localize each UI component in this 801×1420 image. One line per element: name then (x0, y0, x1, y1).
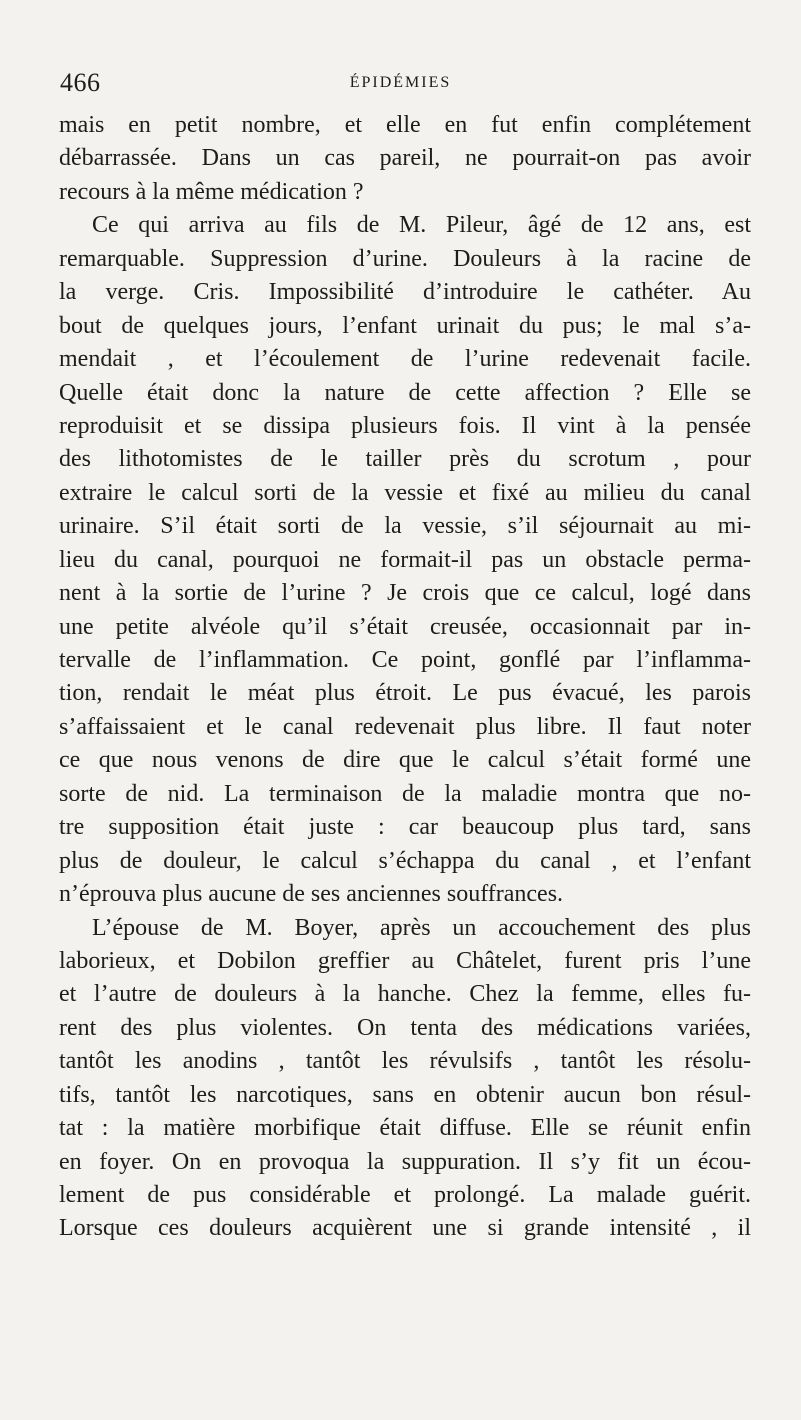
text-line: mais en petit nombre, et elle en fut enfin complétement (59, 112, 751, 138)
text-line: la verge. Cris. Impossibilité d’introduire le cathéter. Au (59, 279, 751, 306)
text-line: Ce qui arriva au fils de M. Pileur, âgé de 12 ans, est (92, 212, 751, 239)
text-line: rent des plus violentes. On tenta des médications variées, (59, 1014, 751, 1041)
text-line: remarquable. Suppression d’urine. Douleurs à la racine de (59, 245, 751, 272)
text-line: tantôt les anodins , tantôt les révulsifs , tantôt les résolu- (59, 1048, 751, 1075)
text-line: extraire le calcul sorti de la vessie et fixé au milieu du canal (59, 479, 751, 506)
text-line: plus de douleur, le calcul s’échappa du canal , et l’enfant (59, 847, 751, 874)
text-line: nent à la sortie de l’urine ? Je crois que ce calcul, logé dans (59, 580, 751, 607)
text-line: Quelle était donc la nature de cette affection ? Elle se (59, 379, 751, 406)
page-number: 466 (60, 68, 101, 97)
text-line: mendait , et l’écoulement de l’urine redevenait facile. (59, 346, 751, 373)
text-line: Lorsque ces douleurs acquièrent une si grande intensité , il (59, 1215, 751, 1242)
text-line: une petite alvéole qu’il s’était creusée, occasionnait par in- (59, 613, 751, 640)
text-line: L’épouse de M. Boyer, après un accouchement des plus (92, 914, 751, 941)
text-line: ce que nous venons de dire que le calcul s’était formé une (59, 747, 751, 774)
text-line: des lithotomistes de le tailler près du scrotum , pour (59, 446, 751, 473)
body-text (59, 109, 751, 1246)
text-line: tion, rendait le méat plus étroit. Le pus évacué, les parois (59, 680, 751, 707)
text-line: en foyer. On en provoqua la suppuration. Il s’y fit un écou- (59, 1148, 751, 1175)
text-line: n’éprouva plus aucune de ses anciennes souffrances. (59, 881, 564, 908)
text-line: tat : la matière morbifique était diffuse. Elle se réunit enfin (59, 1115, 751, 1142)
text-line: tifs, tantôt les narcotiques, sans en obtenir aucun bon résul- (59, 1081, 751, 1108)
text-line: lieu du canal, pourquoi ne formait-il pas un obstacle perma- (59, 546, 751, 573)
running-head: ÉPIDÉMIES (349, 74, 452, 91)
text-line: bout de quelques jours, l’enfant urinait du pus; le mal s’a- (59, 312, 751, 339)
text-line: s’affaissaient et le canal redevenait plus libre. Il faut noter (59, 713, 751, 740)
text-line: laborieux, et Dobilon greffier au Châtelet, furent pris l’une (59, 947, 751, 974)
text-line: débarrassée. Dans un cas pareil, ne pourrait-on pas avoir (59, 145, 751, 172)
text-line: reproduisit et se dissipa plusieurs fois. Il vint à la pensée (59, 412, 751, 439)
text-line: tre supposition était juste : car beaucoup plus tard, sans (59, 814, 751, 841)
text-line: urinaire. S’il était sorti de la vessie, s’il séjournait au mi- (59, 513, 751, 540)
text-line: sorte de nid. La terminaison de la maladie montra que no- (59, 780, 751, 807)
text-line: recours à la même médication ? (59, 178, 364, 205)
text-line: tervalle de l’inflammation. Ce point, gonflé par l’inflamma- (59, 647, 751, 673)
text-line: et l’autre de douleurs à la hanche. Chez la femme, elles fu- (59, 981, 751, 1008)
text-line: lement de pus considérable et prolongé. La malade guérit. (59, 1182, 751, 1208)
